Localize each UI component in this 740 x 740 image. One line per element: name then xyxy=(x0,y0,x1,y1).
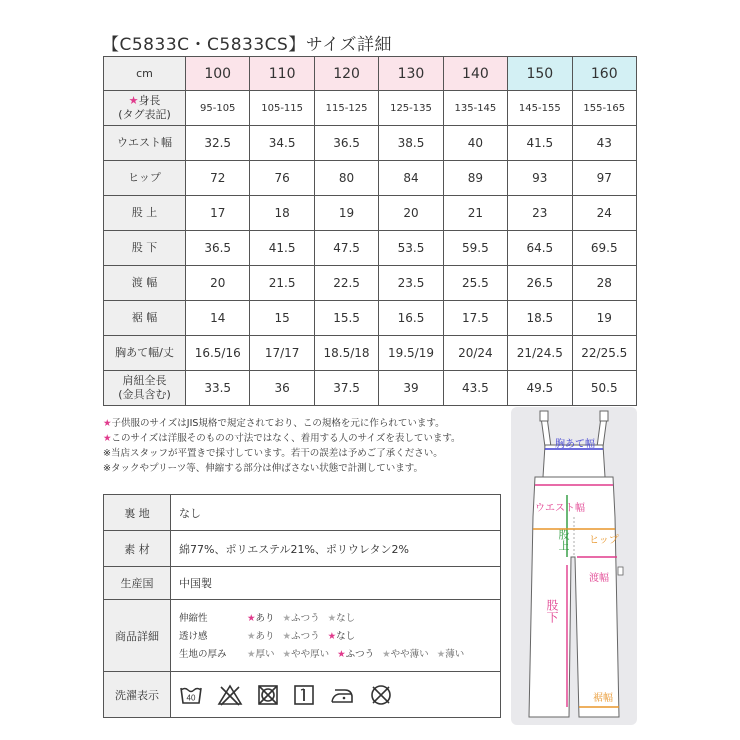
product-info-table xyxy=(103,494,501,718)
size-cell: 23.5 xyxy=(379,266,443,301)
size-cell: 47.5 xyxy=(314,231,378,266)
size-cell: 21.5 xyxy=(250,266,314,301)
size-cell: 19 xyxy=(314,196,378,231)
page-title: 【C5833C・C5833CS】サイズ詳細 xyxy=(102,35,392,55)
size-row xyxy=(104,266,637,301)
detail-line xyxy=(179,646,500,664)
material-row xyxy=(104,531,501,567)
size-row xyxy=(104,161,637,196)
row-label-text: 身長 xyxy=(138,94,161,107)
star-mark: ★ xyxy=(282,612,292,624)
size-cell: 16.5 xyxy=(379,301,443,336)
lining-value: なし xyxy=(171,495,501,531)
star-mark: ★ xyxy=(282,648,292,660)
dry-clean-icon xyxy=(369,683,393,707)
size-cell: 97 xyxy=(572,161,636,196)
size-header-160: 160 xyxy=(572,57,636,91)
note-mark: ★ xyxy=(103,433,112,444)
size-cell: 76 xyxy=(250,161,314,196)
star-mark: ★ xyxy=(247,612,256,624)
size-cell: 15.5 xyxy=(314,301,378,336)
size-row xyxy=(104,231,637,266)
row-label-text: 胸あて幅/丈 xyxy=(115,346,174,359)
detail-option xyxy=(247,628,275,646)
size-cell: 72 xyxy=(186,161,250,196)
size-cell: 18 xyxy=(250,196,314,231)
detail-option xyxy=(328,610,356,628)
row-label xyxy=(104,336,186,371)
lining-label: 裏 地 xyxy=(104,495,171,531)
size-cell: 95-105 xyxy=(186,91,250,126)
hip-label: ヒップ xyxy=(589,535,619,546)
size-cell: 22/25.5 xyxy=(572,336,636,371)
size-cell: 135-145 xyxy=(443,91,507,126)
note-mark: ※ xyxy=(103,463,111,474)
detail-option xyxy=(283,610,320,628)
note-text: タックやプリーツ等、伸縮する部分は伸ばさない状態で計測しています。 xyxy=(110,463,423,474)
star-mark: ★ xyxy=(247,648,256,660)
wash-symbols xyxy=(171,672,501,718)
size-cell: 36.5 xyxy=(314,126,378,161)
size-cell: 22.5 xyxy=(314,266,378,301)
detail-option xyxy=(382,646,429,664)
rise-label: 股上 xyxy=(557,529,570,551)
wash-label: 洗濯表示 xyxy=(104,672,171,718)
size-cell: 34.5 xyxy=(250,126,314,161)
size-cell: 69.5 xyxy=(572,231,636,266)
size-cell: 17 xyxy=(186,196,250,231)
size-cell: 19 xyxy=(572,301,636,336)
lining-row xyxy=(104,495,501,531)
star-mark: ★ xyxy=(247,630,256,642)
detail-line xyxy=(179,610,500,628)
size-cell: 37.5 xyxy=(314,371,378,406)
option-text: あり xyxy=(255,612,275,624)
option-text: やや薄い xyxy=(390,648,429,660)
row-label xyxy=(104,196,186,231)
row-label xyxy=(104,231,186,266)
note-line xyxy=(103,416,503,431)
size-cell: 16.5/16 xyxy=(186,336,250,371)
detail-line xyxy=(179,628,500,646)
size-cell: 33.5 xyxy=(186,371,250,406)
size-cell: 155-165 xyxy=(572,91,636,126)
row-label-text: 裾 幅 xyxy=(131,311,158,324)
size-cell: 105-115 xyxy=(250,91,314,126)
details-label: 商品詳細 xyxy=(104,600,171,672)
note-mark: ※ xyxy=(103,448,111,459)
detail-option xyxy=(247,610,275,628)
no-bleach-icon xyxy=(217,684,243,706)
size-row xyxy=(104,126,637,161)
origin-value: 中国製 xyxy=(171,567,501,600)
size-cell: 18.5 xyxy=(508,301,572,336)
size-header-150: 150 xyxy=(508,57,572,91)
note-text: 当店スタッフが平置きで採寸しています。若干の誤差は予めご了承ください。 xyxy=(110,448,443,459)
size-cell: 93 xyxy=(508,161,572,196)
row-label-sub: (タグ表記) xyxy=(118,108,171,121)
size-header-100: 100 xyxy=(186,57,250,91)
option-text: ふつう xyxy=(291,612,320,624)
detail-option xyxy=(247,646,275,664)
size-cell: 43.5 xyxy=(443,371,507,406)
size-cell: 18.5/18 xyxy=(314,336,378,371)
overall-diagram-panel xyxy=(511,407,637,725)
size-cell: 59.5 xyxy=(443,231,507,266)
option-text: なし xyxy=(336,630,356,642)
size-cell: 41.5 xyxy=(508,126,572,161)
star-mark: ★ xyxy=(337,648,346,660)
note-text: 子供服のサイズはJIS規格で規定されており、この規格を元に作られています。 xyxy=(111,418,445,429)
row-label xyxy=(104,126,186,161)
size-header-130: 130 xyxy=(379,57,443,91)
wash-40-icon xyxy=(179,684,203,706)
line-dry-icon xyxy=(293,684,315,706)
size-cell: 125-135 xyxy=(379,91,443,126)
iron-low-icon xyxy=(329,684,355,706)
detail-option xyxy=(437,646,465,664)
size-cell: 20/24 xyxy=(443,336,507,371)
option-text: あり xyxy=(255,630,275,642)
size-cell: 21 xyxy=(443,196,507,231)
detail-name: 生地の厚み xyxy=(179,648,227,660)
option-text: 厚い xyxy=(255,648,275,660)
note-line xyxy=(103,446,503,461)
no-tumble-dry-icon xyxy=(257,684,279,706)
size-cell: 64.5 xyxy=(508,231,572,266)
row-label xyxy=(104,266,186,301)
detail-name: 伸縮性 xyxy=(179,612,208,624)
hem-label: 裾幅 xyxy=(593,693,613,704)
row-label xyxy=(104,301,186,336)
size-row xyxy=(104,196,637,231)
star-mark: ★ xyxy=(327,612,337,624)
size-cell: 23 xyxy=(508,196,572,231)
row-label-text: 肩紐全長 xyxy=(122,374,167,387)
size-cell: 25.5 xyxy=(443,266,507,301)
option-text: やや厚い xyxy=(291,648,330,660)
option-text: なし xyxy=(336,612,356,624)
size-cell: 39 xyxy=(379,371,443,406)
size-header-row xyxy=(104,57,637,91)
option-text: ふつう xyxy=(345,648,375,660)
size-cell: 15 xyxy=(250,301,314,336)
star-mark: ★ xyxy=(327,630,337,642)
size-cell: 38.5 xyxy=(379,126,443,161)
row-label xyxy=(104,91,186,126)
size-cell: 80 xyxy=(314,161,378,196)
size-cell: 24 xyxy=(572,196,636,231)
size-cell: 41.5 xyxy=(250,231,314,266)
size-row xyxy=(104,336,637,371)
detail-name: 透け感 xyxy=(179,630,208,642)
detail-option xyxy=(283,628,320,646)
size-cell: 17.5 xyxy=(443,301,507,336)
row-label-text: 股 下 xyxy=(131,241,158,254)
details-row xyxy=(104,600,501,672)
details-value xyxy=(171,600,501,672)
bib-label: 胸あて幅 xyxy=(555,439,595,450)
size-row xyxy=(104,301,637,336)
row-label-sub: (金具含む) xyxy=(118,388,171,401)
material-label: 素 材 xyxy=(104,531,171,567)
size-cell: 43 xyxy=(572,126,636,161)
row-label-text: 渡 幅 xyxy=(131,276,158,289)
unit-label: cm xyxy=(104,57,186,91)
waist-label: ウエスト幅 xyxy=(535,503,585,514)
size-cell: 28 xyxy=(572,266,636,301)
note-line xyxy=(103,431,503,446)
size-table xyxy=(103,56,637,406)
material-value: 綿77%、ポリエステル21%、ポリウレタン2% xyxy=(171,531,501,567)
detail-option xyxy=(328,628,356,646)
star-mark: ★ xyxy=(128,94,139,107)
size-cell: 84 xyxy=(379,161,443,196)
size-cell: 19.5/19 xyxy=(379,336,443,371)
size-cell: 36.5 xyxy=(186,231,250,266)
option-text: ふつう xyxy=(291,630,320,642)
size-cell: 115-125 xyxy=(314,91,378,126)
wash-temp-label: 40 xyxy=(186,693,196,702)
size-cell: 145-155 xyxy=(508,91,572,126)
row-label-text: 股 上 xyxy=(131,206,158,219)
size-cell: 36 xyxy=(250,371,314,406)
row-label xyxy=(104,161,186,196)
size-cell: 14 xyxy=(186,301,250,336)
note-text: このサイズは洋服そのものの寸法ではなく、着用する人のサイズを表しています。 xyxy=(111,433,461,444)
size-cell: 26.5 xyxy=(508,266,572,301)
wash-row xyxy=(104,672,501,718)
row-label xyxy=(104,371,186,406)
size-cell: 50.5 xyxy=(572,371,636,406)
row-label-text: ヒップ xyxy=(128,171,161,184)
size-cell: 20 xyxy=(186,266,250,301)
size-cell: 89 xyxy=(443,161,507,196)
size-row xyxy=(104,371,637,406)
option-text: 薄い xyxy=(445,648,465,660)
thigh-label: 渡幅 xyxy=(589,573,609,584)
size-header-140: 140 xyxy=(443,57,507,91)
origin-row xyxy=(104,567,501,600)
size-cell: 53.5 xyxy=(379,231,443,266)
size-cell: 49.5 xyxy=(508,371,572,406)
note-mark: ★ xyxy=(103,418,112,429)
star-mark: ★ xyxy=(382,648,391,660)
size-cell: 40 xyxy=(443,126,507,161)
star-mark: ★ xyxy=(282,630,292,642)
detail-option xyxy=(337,646,374,664)
size-header-120: 120 xyxy=(314,57,378,91)
origin-label: 生産国 xyxy=(104,567,171,600)
detail-option xyxy=(283,646,330,664)
size-notes xyxy=(103,416,503,476)
size-cell: 21/24.5 xyxy=(508,336,572,371)
note-line xyxy=(103,461,503,476)
row-label-text: ウエスト幅 xyxy=(117,136,172,149)
size-cell: 20 xyxy=(379,196,443,231)
overall-diagram xyxy=(511,407,637,725)
inseam-label: 股下 xyxy=(545,599,559,623)
star-mark: ★ xyxy=(436,648,446,660)
size-cell: 32.5 xyxy=(186,126,250,161)
size-row xyxy=(104,91,637,126)
size-cell: 17/17 xyxy=(250,336,314,371)
size-header-110: 110 xyxy=(250,57,314,91)
